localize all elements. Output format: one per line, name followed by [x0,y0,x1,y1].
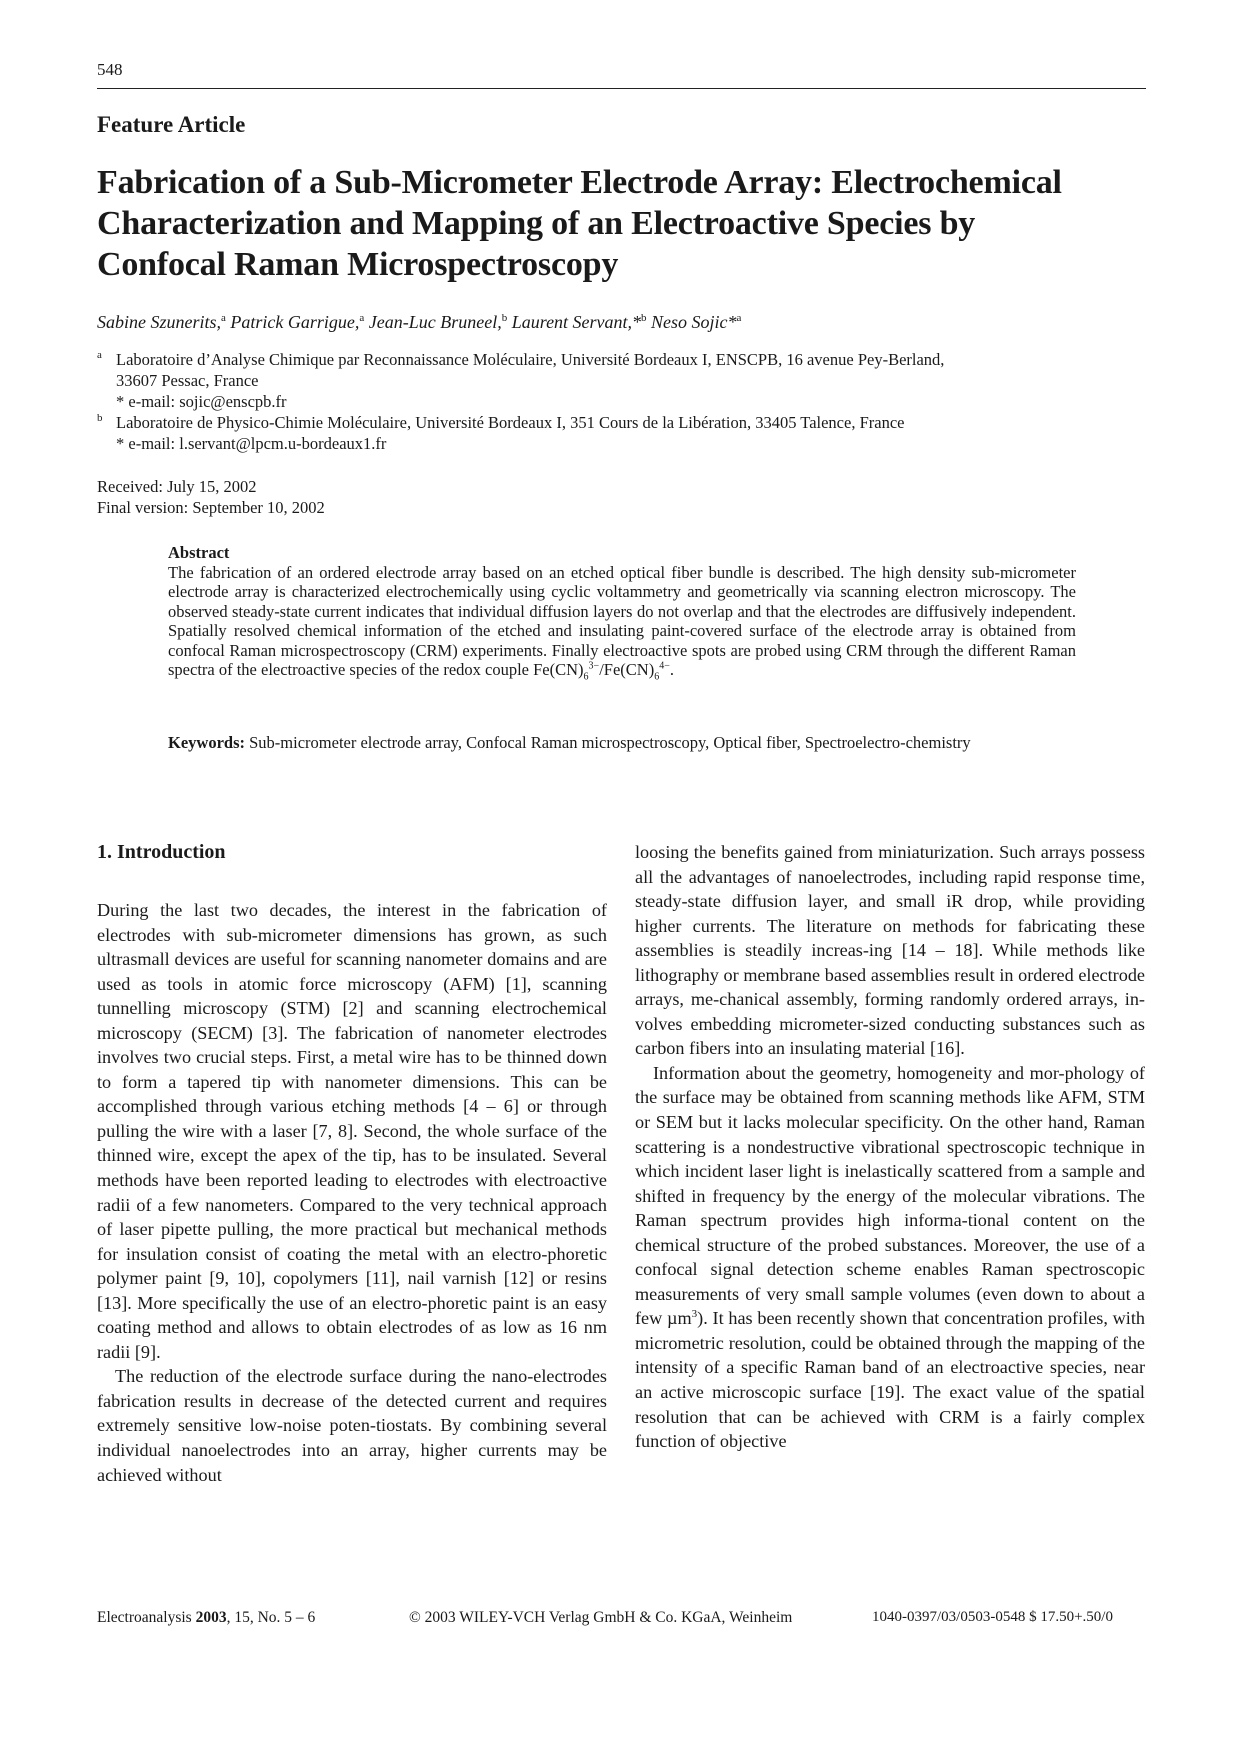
section-label: Feature Article [97,112,246,137]
title-line: Fabrication of a Sub-Micrometer Electrode Array: Electrochemical [97,164,1062,201]
affiliation-mark: b [97,412,103,424]
author-affiliation-mark: b [501,312,508,324]
affiliation-a [97,349,1157,412]
final-version-date: Final version: September 10, 2002 [97,498,325,517]
paragraph: The reduction of the electrode surface during the nano-electrodes fabrication results in decrease of the detected current and requires extremely sensitive low-noise poten-tiostats. By combining several individual nanoelectrodes into an array, higher currents may be achieved without [97,1366,607,1485]
footer-copyright: © 2003 WILEY-VCH Verlag GmbH & Co. KGaA, Weinheim [409,1609,793,1626]
author-name: Sabine Szunerits, [97,312,221,332]
author-affiliation-mark: a [736,312,742,324]
left-column [97,898,607,1487]
author-name: Laurent Servant,* [507,312,642,332]
right-column [635,840,1145,1454]
page-number: 548 [97,60,123,79]
abstract-heading: Abstract [168,543,230,562]
header-rule [97,88,1146,89]
affiliation-line: Laboratoire de Physico-Chimie Moléculaire, Université Bordeaux I, 351 Cours de la Libération, 33405 Talence, France [116,413,905,432]
footer-code: 1040-0397/03/0503-0548 $ 17.50+.50/0 [872,1609,1113,1625]
section-heading: 1. Introduction [97,841,226,863]
author-name: Jean-Luc Bruneel, [364,312,502,332]
keywords-label: Keywords: [168,733,245,752]
keywords [168,733,1076,753]
affiliation-b [97,412,1157,454]
abstract-text: The fabrication of an ordered electrode array based on an etched optical fiber bundle is described. The high density sub-micrometer electrode array is characterized electrochemically using cyclic voltammetry and geometrically via scanning electron microscopy. The observed steady-state current indicates that individual diffusion layers do not overlap and that the electrodes are diffusively independent. Spatially resolved chemical information of the etched and insulating paint-covered surface of the electrode array is obtained from confocal Raman microspectroscopy (CRM) experiments. Finally electroactive spots are probed using CRM through the different Raman spectra of the electroactive species of the redox couple [168,562,1076,679]
keywords-text: Sub-micrometer electrode array, Confocal Raman microspectroscopy, Optical fiber, Spectroelectro-chemistry [249,733,971,752]
article-dates [97,476,325,518]
title-line: Confocal Raman Microspectroscopy [97,246,619,283]
paragraph: Information about the geometry, homogeneity and mor-phology of the surface may be obtained from scanning methods like AFM, STM or SEM but it lacks molecular specificity. On the other hand, Raman scattering is a nondestructive vibrational spectroscopic technique in which incident laser light is inelastically scattered from a sample and shifted in frequency by the energy of the molecular vibrations. The Raman spectrum provides high informa-tional content on the chemical structure of the probed substances. Moreover, the use of a confocal signal detection scheme enables Raman spectroscopic measurements of very small sample volumes (even down to about a few µm$^3$). It has been recently shown that concentration profiles, with micrometric resolution, could be obtained through the mapping of the intensity of a specific Raman band of an electroactive species, near an active microscopic surface [19]. The exact value of the spatial resolution that can be achieved with CRM is a fairly complex function of objective [635,1062,1145,1452]
author-affiliation-mark: b [641,312,647,324]
abstract [168,543,1076,683]
author-affiliation-mark: a [359,312,365,324]
affiliation-mark: a [97,349,102,361]
footer-journal: Electroanalysis 2003, 15, No. 5 – 6 [97,1609,316,1626]
author-list [97,312,741,333]
author-affiliation-mark: a [221,312,226,324]
affiliation-email: * e-mail: sojic@enscpb.fr [116,392,287,411]
author-name: Neso Sojic* [646,312,737,332]
affiliation-email: * e-mail: l.servant@lpcm.u-bordeaux1.fr [116,434,387,453]
article-title [97,162,1157,285]
title-line: Characterization and Mapping of an Electroactive Species by [97,205,976,242]
paragraph: loosing the benefits gained from miniaturization. Such arrays possess all the advantages of nanoelectrodes, including rapid response time, steady-state diffusion layer, and small iR drop, while providing higher currents. The literature on methods for fabricating these assemblies is steadily increas-ing [14 – 18]. While methods like lithography or membrane based assemblies result in ordered electrode arrays, me-chanical assembly, forming randomly ordered arrays, in-volves embedding micrometer-sized conducting substances such as carbon fibers into an insulating material [16]. [635,842,1145,1059]
affiliation-line: Laboratoire d’Analyse Chimique par Reconnaissance Moléculaire, Université Bordeaux I, ENSCPB, 16 avenue Pey-Berland, [116,350,945,369]
author-name: Patrick Garrigue, [225,312,360,332]
formula: $Fe(CN)_6^{3-}/Fe(CN)_6^{4-}$. [533,660,674,683]
affiliation-line: 33607 Pessac, France [116,371,259,390]
paragraph: During the last two decades, the interest in the fabrication of electrodes with sub-micrometer dimensions has grown, as such ultrasmall devices are useful for scanning nanometer domains and are used as tools in atomic force microscopy (AFM) [1], scanning tunnelling microscopy (STM) [2] and scanning electrochemical microscopy (SECM) [3]. The fabrication of nanometer electrodes involves two crucial steps. First, a metal wire has to be thinned down to form a tapered tip with nanometer dimensions. This can be accomplished through various etching methods [4 – 6] or through pulling the wire with a laser [7, 8]. Second, the whole surface of the thinned wire, except the apex of the tip, has to be insulated. Several methods have been reported leading to electrodes with electroactive radii of a few nanometers. Compared to the very technical approach of laser pipette pulling, the more practical but mechanical methods for insulation consist of coating the metal with an electro-phoretic polymer paint [9, 10], copolymers [11], nail varnish [12] or resins [13]. More specifically the use of an electro-phoretic paint is an easy coating method and allows to obtain electrodes of as low as 16 nm radii [9]. [97,900,607,1362]
received-date: Received: July 15, 2002 [97,477,257,496]
